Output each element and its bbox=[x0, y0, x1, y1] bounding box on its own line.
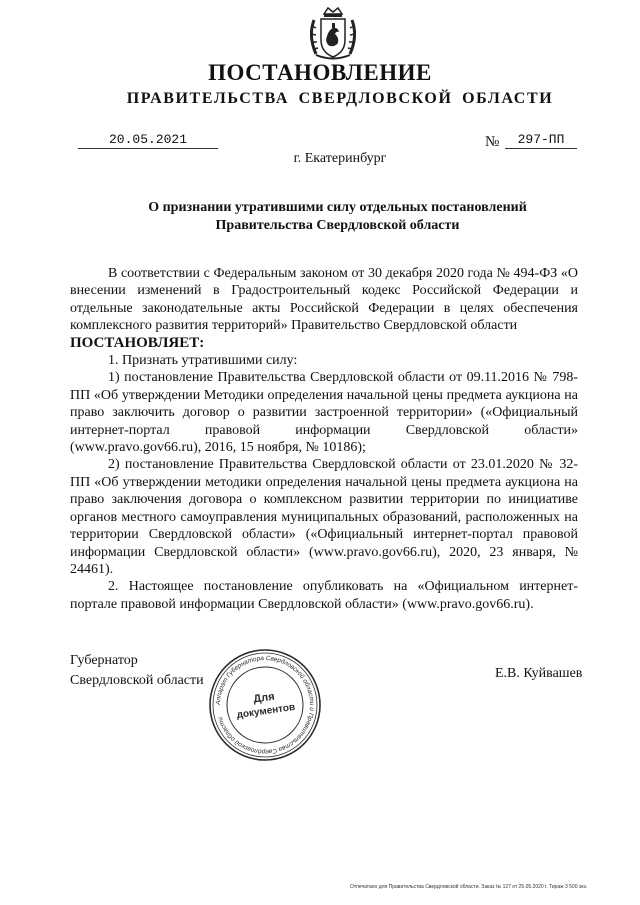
document-heading bbox=[100, 199, 575, 235]
signatory-name: Е.В. Куйвашев bbox=[495, 666, 583, 681]
document-number: 297-ПП bbox=[505, 132, 577, 149]
body-item-1-2: 2) постановление Правительства Свердловской области от 23.01.2020 № 32-ПП «Об утверждении методики определения начальной цены предмета аукциона на право заключения договора о комплексном развитии территории по инициативе органов местного самоуправления муниципальных образований, расположенных на территории Свердловской области» («Официальный интернет-портал правовой информации Свердловской области» (www.pravo.gov66.ru), 2020, 23 января, № 24461). bbox=[70, 457, 578, 577]
number-sign: № bbox=[485, 134, 500, 150]
decree-colon: : bbox=[199, 334, 205, 351]
position-line-1: Губернатор bbox=[70, 653, 138, 668]
body-item-2: 2. Настоящее постановление опубликовать на «Официальном интернет-портале правовой информации Свердловской области» (www.pravo.gov66.ru). bbox=[70, 579, 578, 612]
signatory-position bbox=[70, 651, 204, 691]
document-date: 20.05.2021 bbox=[78, 132, 218, 149]
stamp-center-line-1: Для bbox=[252, 690, 276, 706]
document-city: г. Екатеринбург bbox=[293, 151, 387, 166]
document-body bbox=[70, 265, 578, 613]
body-item-1-1: 1) постановление Правительства Свердловской области от 09.11.2016 № 798-ПП «Об утверждении Методики определения начальной цены предмета аукциона на право заключить договор о развитии застроенной территории» («Официальный интернет-портал правовой информации Свердловской области» (www.pravo.gov66.ru), 2016, 15 ноября, № 10186); bbox=[70, 370, 578, 456]
print-note: Отпечатано для Правительства Свердловской области. Заказ № 127 от 25.05.2020 г. Тираж 3 500 экз. bbox=[350, 884, 588, 890]
body-intro: В соответствии с Федеральным законом от 30 декабря 2020 года № 494-ФЗ «О внесении изменений в Градостроительный кодекс Российской Федерации и отдельные законодательные акты Российской Федерации в целях обеспечения комплексного развития территорий» Правительство Свердловской области bbox=[70, 266, 578, 334]
body-item-1: 1. Признать утратившими силу: bbox=[108, 353, 298, 369]
heading-line-2: Правительства Свердловской области bbox=[215, 218, 460, 233]
decree-word: ПОСТАНОВЛЯЕТ bbox=[70, 334, 200, 351]
stamp-center-line-2: документов bbox=[235, 701, 296, 721]
position-line-2: Свердловской области bbox=[70, 673, 204, 688]
document-subtitle: ПРАВИТЕЛЬСТВА СВЕРДЛОВСКОЙ ОБЛАСТИ bbox=[126, 90, 554, 107]
stamp-ring-text: Аппарат Губернатора Свердловской области и Правительства Свердловской области bbox=[214, 654, 316, 756]
coat-of-arms-icon bbox=[302, 6, 364, 62]
official-stamp bbox=[208, 648, 322, 762]
document-title: ПОСТАНОВЛЕНИЕ bbox=[208, 60, 432, 85]
heading-line-1: О признании утратившими силу отдельных постановлений bbox=[148, 200, 527, 215]
decree-line bbox=[70, 335, 578, 352]
